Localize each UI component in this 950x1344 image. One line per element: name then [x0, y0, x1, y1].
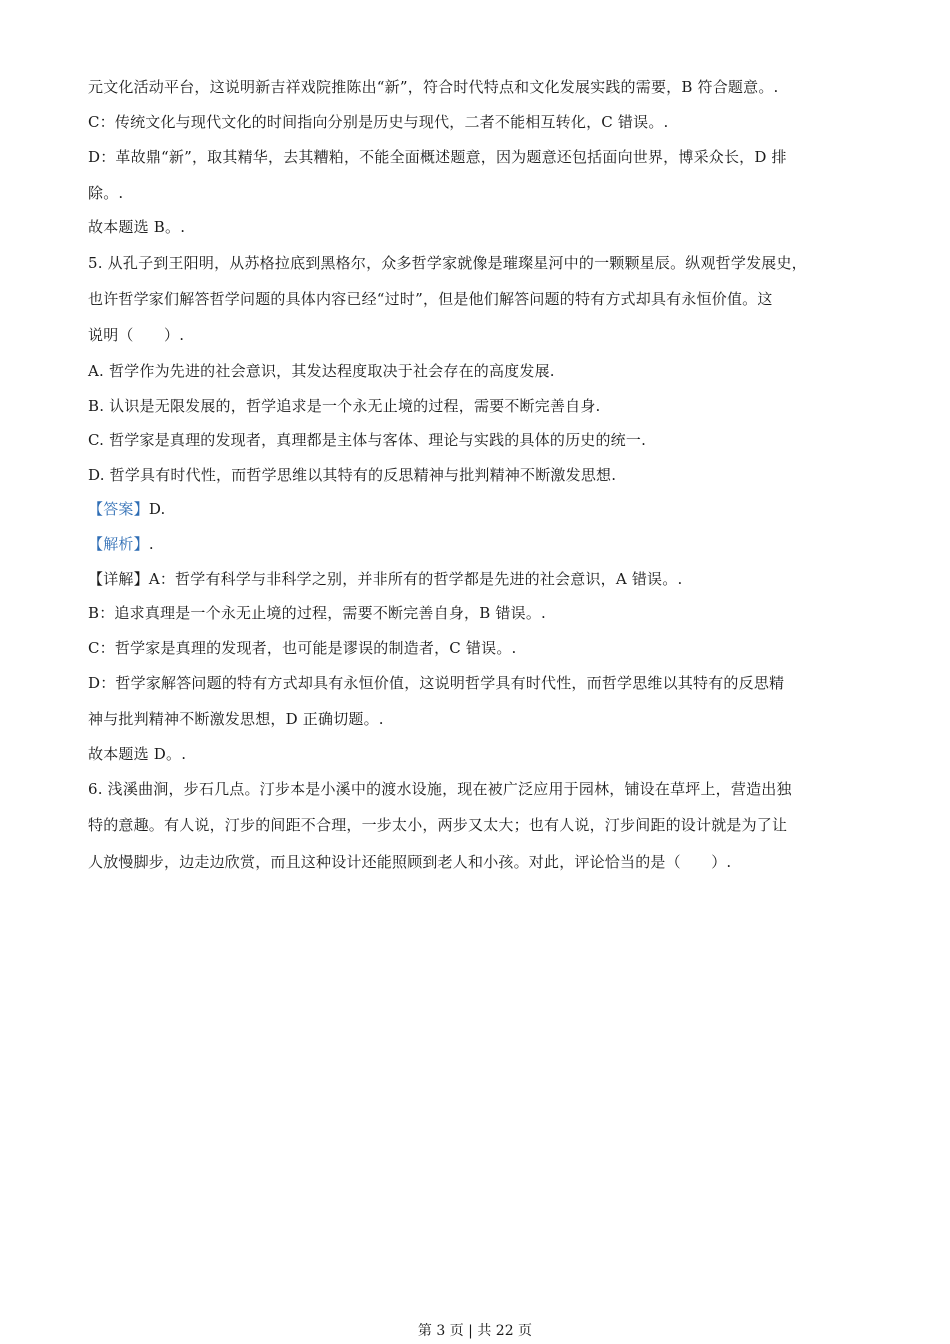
answer-line	[88, 498, 868, 520]
question-6-stem: 特的意趣。有人说，汀步的间距不合理，一步太小，两步又太大；也有人说，汀步间距的设计就是为了让	[88, 816, 788, 834]
text-line: 除。.	[88, 184, 124, 202]
option-a: A. 哲学作为先进的社会意识，其发达程度取决于社会存在的高度发展.	[88, 362, 555, 380]
detail-line: B：追求真理是一个永无止境的过程，需要不断完善自身，B 错误。.	[88, 604, 546, 622]
analysis-tag: 【解析】	[88, 535, 149, 553]
detail-line	[88, 568, 868, 590]
text-line: 元文化活动平台，这说明新吉祥戏院推陈出“新”，符合时代特点和文化发展实践的需要，B 符合题意。.	[88, 78, 779, 96]
detail-line: C：哲学家是真理的发现者，也可能是谬误的制造者，C 错误。.	[88, 639, 517, 657]
detail-line: D：哲学家解答问题的特有方式却具有永恒价值，这说明哲学具有时代性，而哲学思维以其特有的反思精	[88, 674, 785, 692]
question-6-stem: 人放慢脚步，边走边欣赏，而且这种设计还能照顾到老人和小孩。对此，评论恰当的是（ ）.	[88, 853, 732, 871]
analysis-value: .	[148, 535, 154, 553]
question-6-stem: 6. 浅溪曲涧，步石几点。汀步本是小溪中的渡水设施，现在被广泛应用于园林，铺设在草坪上，营造出独	[88, 780, 792, 798]
analysis-line	[88, 533, 868, 555]
answer-value: D.	[148, 500, 166, 518]
question-5-stem: 5. 从孔子到王阳明，从苏格拉底到黑格尔，众多哲学家就像是璀璨星河中的一颗颗星辰。纵观哲学发展史，	[88, 254, 807, 272]
text-line: 故本题选 B。.	[88, 218, 186, 236]
question-5-stem: 说明（ ）.	[88, 326, 185, 344]
option-b: B. 认识是无限发展的，哲学追求是一个永无止境的过程，需要不断完善自身.	[88, 397, 601, 415]
detail-text: A：哲学有科学与非科学之别，并非所有的哲学都是先进的社会意识，A 错误。.	[148, 570, 683, 588]
answer-tag: 【答案】	[88, 500, 149, 518]
text-line: D：革故鼎“新”，取其精华，去其糟粕，不能全面概述题意，因为题意还包括面向世界，博采众长，D 排	[88, 148, 787, 166]
detail-line: 神与批判精神不断激发思想，D 正确切题。.	[88, 710, 384, 728]
option-d: D. 哲学具有时代性，而哲学思维以其特有的反思精神与批判精神不断激发思想.	[88, 466, 617, 484]
option-c: C. 哲学家是真理的发现者，真理都是主体与客体、理论与实践的具体的历史的统一.	[88, 431, 647, 449]
text-line: C：传统文化与现代文化的时间指向分别是历史与现代，二者不能相互转化，C 错误。.	[88, 113, 669, 131]
page-number-footer: 第 3 页 | 共 22 页	[417, 1323, 533, 1339]
question-5-stem: 也许哲学家们解答哲学问题的具体内容已经“过时”，但是他们解答问题的特有方式却具有永恒价值。这	[88, 290, 773, 308]
detail-line: 故本题选 D。.	[88, 745, 187, 763]
detail-tag: 【详解】	[88, 570, 149, 588]
